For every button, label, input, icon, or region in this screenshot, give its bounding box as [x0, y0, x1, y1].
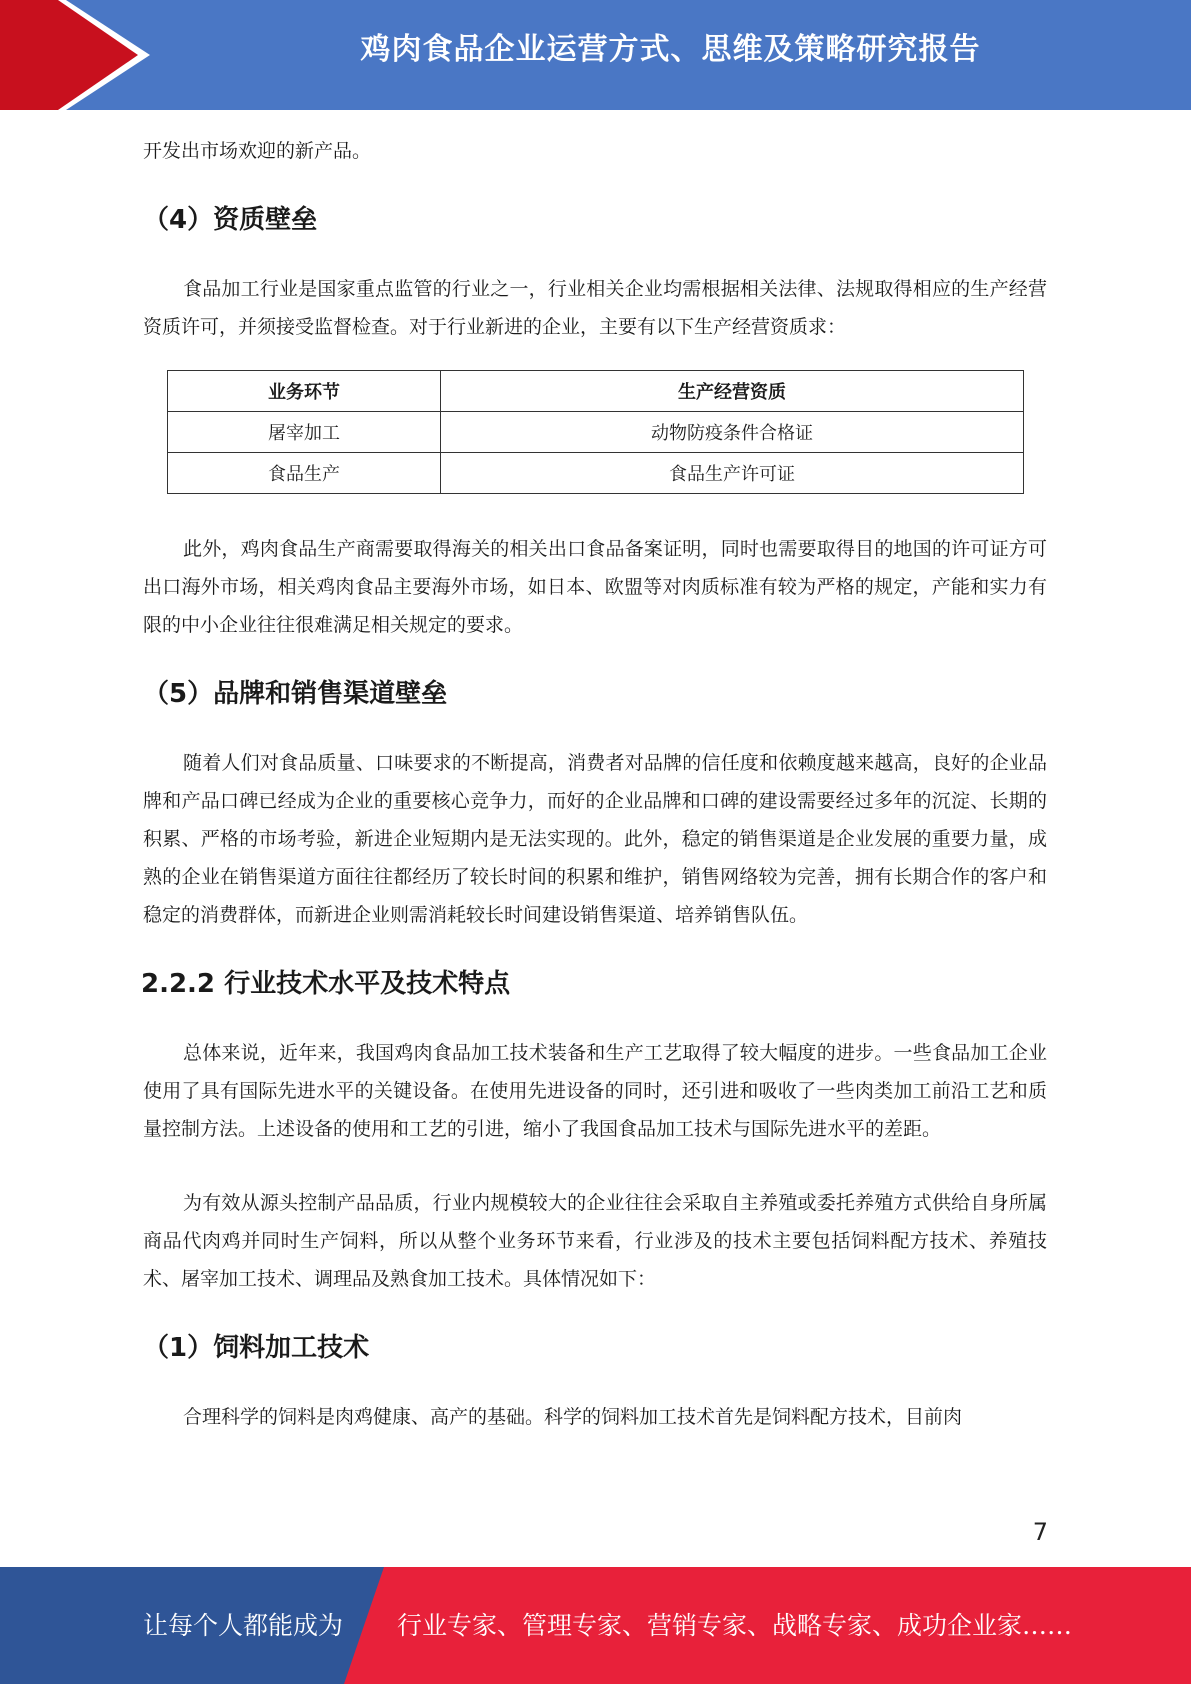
paragraph-intro: 开发出市场欢迎的新产品。	[143, 140, 372, 162]
footer-slogan-right: 行业专家、管理专家、营销专家、战略专家、成功企业家……	[397, 1611, 1073, 1640]
heading-tech-level: 2.2.2 行业技术水平及技术特点	[141, 969, 511, 999]
table-cell: 食品生产许可证	[441, 453, 1024, 494]
heading-brand-barrier: （5）品牌和销售渠道壁垒	[143, 679, 448, 709]
header-band	[0, 0, 1191, 110]
heading-qualification-barrier: （4）资质壁垒	[143, 205, 318, 235]
page-body	[143, 132, 1047, 1436]
page-number: 7	[1032, 1518, 1048, 1546]
footer-band	[0, 1567, 1191, 1684]
paragraph-tech-overview: 总体来说，近年来，我国鸡肉食品加工技术装备和生产工艺取得了较大幅度的进步。一些食品加工企业使用了具有国际先进水平的关键设备。在使用先进设备的同时，还引进和吸收了一些肉类加工前沿工艺和质量控制方法。上述设备的使用和工艺的引进，缩小了我国食品加工技术与国际先进水平的差距。	[143, 1042, 1047, 1140]
table-cell: 屠宰加工	[168, 412, 441, 453]
table-cell: 动物防疫条件合格证	[441, 412, 1024, 453]
paragraph-brand: 随着人们对食品质量、口味要求的不断提高，消费者对品牌的信任度和依赖度越来越高，良好的企业品牌和产品口碑已经成为企业的重要核心竞争力，而好的企业品牌和口碑的建设需要经过多年的沉淀、长期的积累、严格的市场考验，新进企业短期内是无法实现的。此外，稳定的销售渠道是企业发展的重要力量，成熟的企业在销售渠道方面往往都经历了较长时间的积累和维护，销售网络较为完善，拥有长期合作的客户和稳定的消费群体，而新进企业则需消耗较长时间建设销售渠道、培养销售队伍。	[143, 752, 1047, 926]
table-header-cell: 生产经营资质	[441, 371, 1024, 412]
paragraph-qualification: 食品加工行业是国家重点监管的行业之一，行业相关企业均需根据相关法律、法规取得相应的生产经营资质许可，并须接受监督检查。对于行业新进的企业，主要有以下生产经营资质求：	[143, 278, 1047, 338]
heading-feed-processing: （1）饲料加工技术	[143, 1333, 370, 1363]
paragraph-export: 此外，鸡肉食品生产商需要取得海关的相关出口食品备案证明，同时也需要取得目的地国的许可证方可出口海外市场，相关鸡肉食品主要海外市场，如日本、欧盟等对肉质标准有较为严格的规定，产能和实力有限的中小企业往往很难满足相关规定的要求。	[143, 538, 1047, 636]
header-arrow-icon	[0, 0, 150, 110]
table-row	[168, 412, 1024, 453]
paragraph-tech-scope: 为有效从源头控制产品品质，行业内规模较大的企业往往会采取自主养殖或委托养殖方式供给自身所属商品代肉鸡并同时生产饲料，所以从整个业务环节来看，行业涉及的技术主要包括饲料配方技术、养殖技术、屠宰加工技术、调理品及熟食加工技术。具体情况如下：	[143, 1192, 1047, 1290]
footer-slogan-left: 让每个人都能成为	[143, 1611, 344, 1640]
paragraph-feed: 合理科学的饲料是肉鸡健康、高产的基础。科学的饲料加工技术首先是饲料配方技术，目前肉	[183, 1406, 963, 1428]
table-row	[168, 453, 1024, 494]
table-cell: 食品生产	[168, 453, 441, 494]
table-header-row	[168, 371, 1024, 412]
report-title: 鸡肉食品企业运营方式、思维及策略研究报告	[360, 32, 981, 67]
qualification-table	[167, 370, 1024, 494]
table-header-cell: 业务环节	[168, 371, 441, 412]
